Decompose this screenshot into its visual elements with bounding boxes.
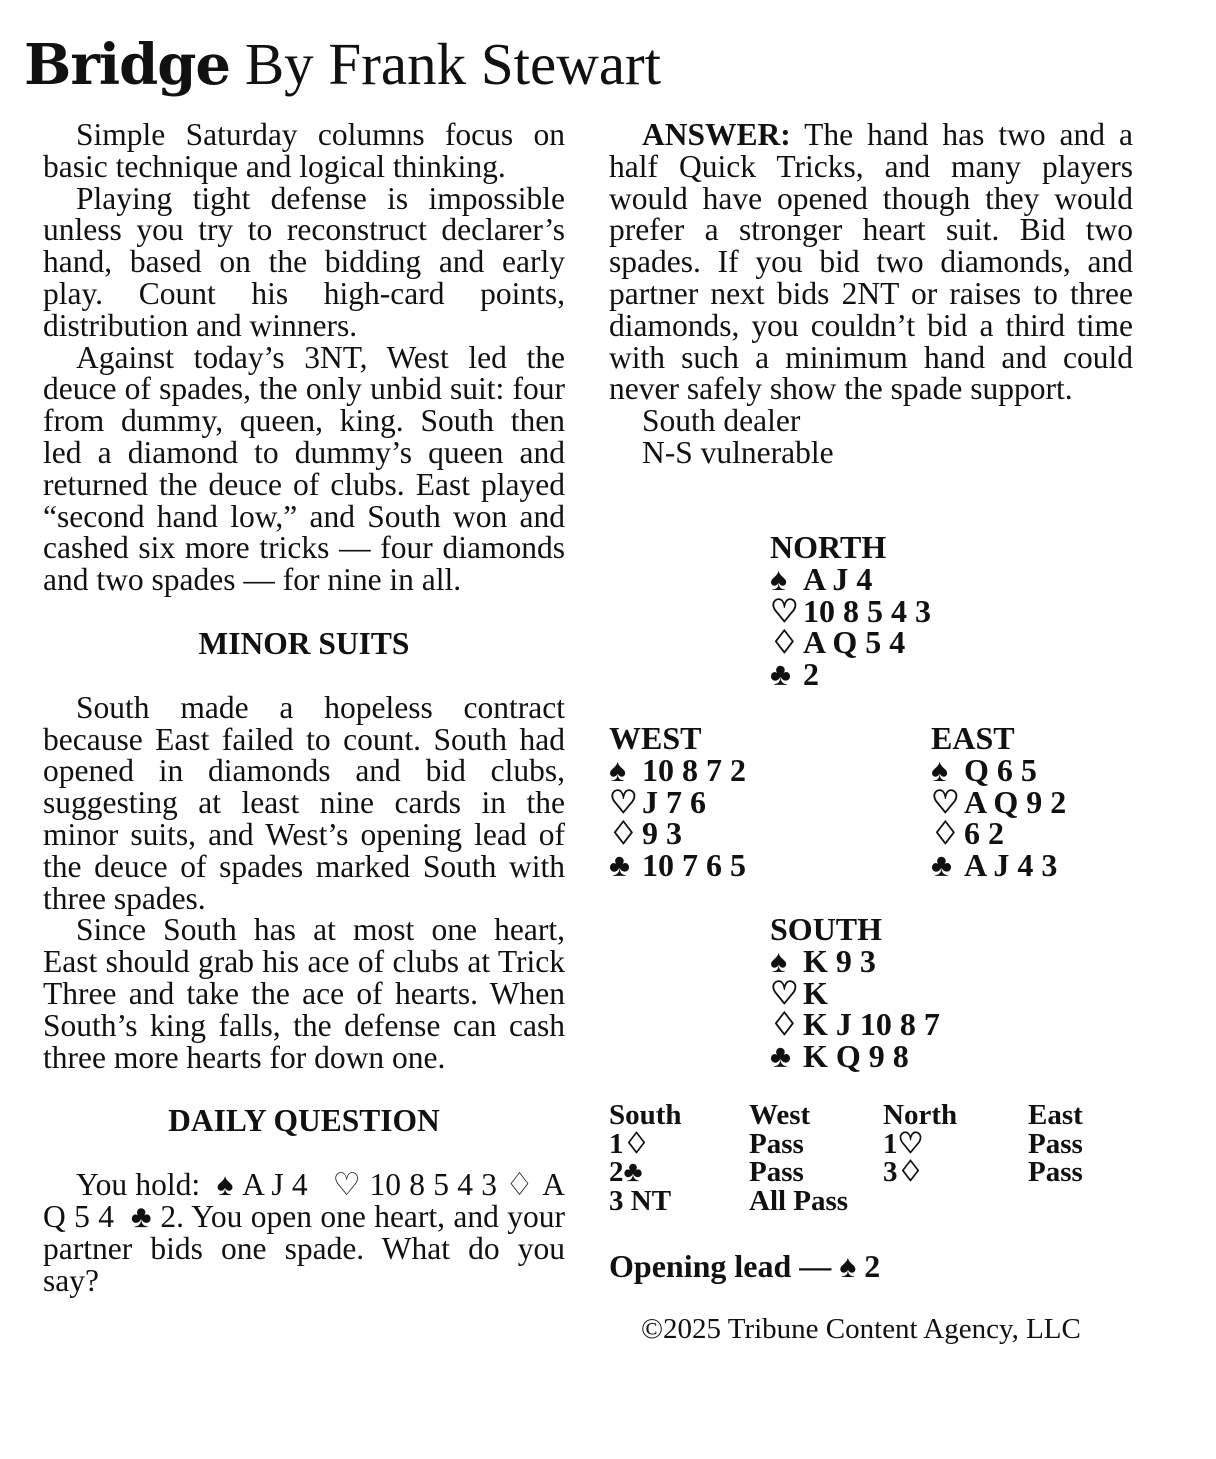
auction-bid: 3♢ [883,1156,924,1188]
diamond-icon: ♢ [770,624,799,661]
right-column [609,119,1133,469]
spade-icon: ♠ [770,560,787,597]
east-clubs: A J 4 3 [964,847,1058,884]
north-clubs: 2 [803,656,819,693]
east-hearts: A Q 9 2 [964,783,1067,820]
south-spades: K 9 3 [803,942,876,979]
auction-header-row [609,1101,1138,1130]
west-clubs: 10 7 6 5 [642,847,746,884]
auction-bid: All Pass [749,1184,849,1217]
minor-paragraph: South made a hopeless contract because East failed to count. South had opened in diamonds and bid clubs, suggesting at least nine cards in the minor suits, and West’s opening lead of the deuce of spades marked South with three spades. [43,689,565,916]
north-diamonds: A Q 5 4 [803,624,906,661]
auction-bid: Pass [749,1156,804,1188]
club-icon: ♣ [609,847,630,884]
east-spades: Q 6 5 [964,751,1037,788]
heart-icon: ♡ [770,592,799,629]
north-hand [770,529,931,693]
title-bridge: Bridge [24,32,231,98]
heart-icon: ♡ [332,1167,362,1203]
answer-label: ANSWER: [642,117,791,152]
hand-label: SOUTH [770,911,883,947]
question-spades: A J 4 [242,1167,308,1203]
diamond-icon: ♢ [931,815,960,852]
title-byline: By Frank Stewart [230,31,662,97]
hand-label: NORTH [770,529,887,565]
west-hand [609,720,746,884]
spade-icon: ♠ [216,1167,234,1203]
auction-bid [1028,1187,1138,1216]
club-icon: ♣ [770,1038,791,1075]
dealer-line: South dealer [642,403,801,439]
auction-bid: 3 NT [609,1184,672,1217]
hand-label: WEST [609,720,702,756]
intro-paragraph: Playing tight defense is impossible unless you try to reconstruct declarer’s hand, based on the bidding and early play. Count his high-card points, distribution and winners. [43,180,565,343]
spade-icon: ♠ [839,1248,857,1284]
minor-suits-heading: MINOR SUITS [198,625,410,661]
left-column [43,119,565,1296]
vulnerable-line: N-S vulnerable [642,434,834,470]
auction-table [609,1101,1138,1215]
answer-text: The hand has two and a half Quick Tricks, and many players would have opened though they would prefer a stronger heart suit. Bid two spades. If you bid two diamonds, and partner next bids 2NT or raises to three diamonds, you couldn’t bid a third time with such a minimum hand and could never safely show the spade support. [609,117,1133,407]
minor-paragraph: Since South has at most one heart, East should grab his ace of clubs at Trick Three and take the ace of hearts. When South’s king falls, the defense can cash three more hearts for down one. [43,912,565,1075]
club-icon: ♣ [130,1198,152,1234]
club-icon: ♣ [770,656,791,693]
auction-header: South [609,1099,682,1131]
answer-paragraph [609,119,1133,405]
east-hand [931,720,1067,884]
south-hand [770,911,940,1075]
auction-bid: Pass [1028,1127,1083,1160]
question-hearts: 10 8 5 4 3 [369,1167,498,1203]
north-spades: A J 4 [803,560,873,597]
east-diamonds: 6 2 [964,815,1004,852]
auction-bid: 2♣ [609,1156,643,1188]
question-clubs-text: 2. You open one heart, and your partner bids one spade. What do you say? [43,1198,566,1298]
auction-bid: Pass [1028,1156,1083,1188]
daily-question-heading: DAILY QUESTION [168,1103,440,1139]
auction-header: West [749,1099,811,1131]
diamond-icon: ♢ [770,1006,799,1043]
copyright: ©2025 Tribune Content Agency, LLC [641,1313,1081,1345]
spade-icon: ♠ [770,942,787,979]
south-hearts: K [803,974,828,1011]
south-clubs: K Q 9 8 [803,1038,909,1075]
heart-icon: ♡ [931,783,960,820]
diamond-icon: ♢ [609,815,638,852]
question-intro: You hold: [76,1167,201,1203]
north-hearts: 10 8 5 4 3 [803,592,931,629]
intro-paragraph: Simple Saturday columns focus on basic technique and logical thinking. [43,117,565,184]
south-diamonds: K J 10 8 7 [803,1006,940,1043]
diamond-icon: ♢ [505,1167,534,1203]
auction-row [609,1184,1138,1217]
auction-row [609,1127,1138,1160]
question-paragraph [43,1169,565,1296]
question-diamonds: A Q 5 4 [43,1167,566,1234]
heart-icon: ♡ [609,783,638,820]
auction-header: East [1028,1099,1083,1131]
west-diamonds: 9 3 [642,815,682,852]
heart-icon: ♡ [770,974,799,1011]
opening-lead-label: Opening lead — [609,1248,840,1284]
auction-row [609,1158,1138,1187]
hand-label: EAST [931,720,1015,756]
auction-bid: 1♢ [609,1127,650,1160]
opening-lead [609,1248,880,1285]
auction-bid [883,1187,1028,1216]
west-hearts: J 7 6 [642,783,706,820]
auction-header: North [883,1099,958,1131]
spade-icon: ♠ [609,751,626,788]
spade-icon: ♠ [931,751,948,788]
intro-paragraph: Against today’s 3NT, West led the deuce of spades, the only unbid suit: four from dummy, queen, king. South then led a diamond to dummy’s queen and returned the deuce of clubs. East played “second hand low,” and South won and cashed six more tricks — four diamonds and two spades — for nine in all. [43,339,565,598]
auction-bid: 1♡ [883,1127,924,1160]
opening-lead-card: 2 [856,1248,881,1284]
west-spades: 10 8 7 2 [642,751,746,788]
club-icon: ♣ [931,847,952,884]
auction-bid: Pass [749,1127,804,1160]
column-title [24,26,661,104]
